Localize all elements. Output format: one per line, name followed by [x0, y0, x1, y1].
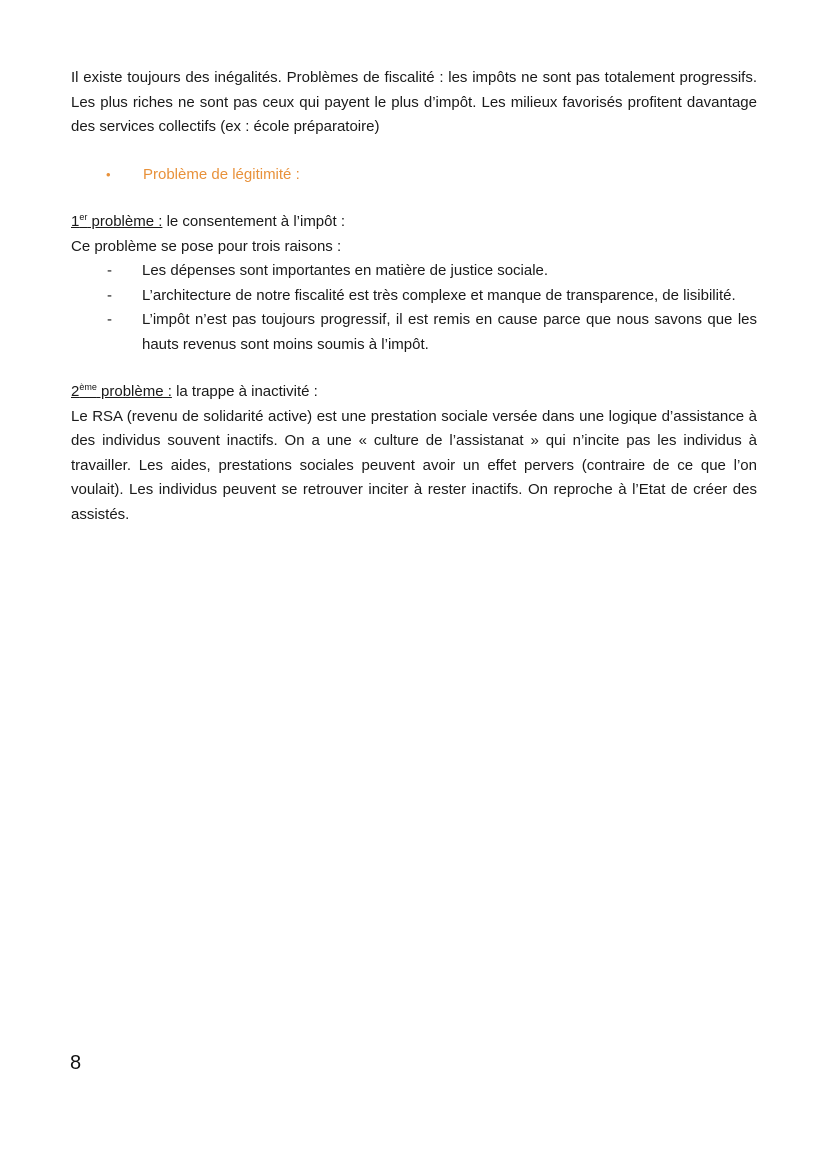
list-item	[71, 308, 757, 357]
problem1-word: problème :	[87, 213, 163, 230]
problem1-reasons-list	[71, 259, 757, 357]
intro-paragraph: Il existe toujours des inégalités. Problèmes de fiscalité : les impôts ne sont pas totalement progressifs. Les plus riches ne sont pas ceux qui payent le plus d’impôt. Les milieux favorisés profitent davantage des services collectifs (ex : école préparatoire)	[71, 69, 757, 135]
page-number: 8	[70, 1052, 82, 1074]
list-item	[71, 259, 757, 284]
list-item	[71, 284, 757, 309]
section-heading-text: Problème de légitimité :	[143, 165, 300, 183]
problem2-title: la trappe à inactivité :	[171, 383, 318, 400]
problem2-body: Le RSA (revenu de solidarité active) est une prestation sociale versée dans une logique d’assistance à des individus souvent inactifs. On a une « culture de l’assistanat » qui n’incite pas les individus à travailler. Les aides, prestations sociales peuvent avoir un effet pervers (contraire de ce que l’on voulait). Les individus peuvent se retrouver inciter à rester inactifs. On reproche à l’Etat de créer des assistés.	[71, 407, 757, 523]
problem1-superscript: er	[79, 212, 88, 222]
problem1-label	[71, 213, 162, 230]
bullet-dot-icon: •	[106, 166, 111, 182]
problem2-superscript: ème	[79, 382, 97, 392]
dash-marker: -	[107, 262, 112, 279]
problem2-word: problème :	[96, 383, 172, 400]
spacer	[71, 357, 757, 380]
problem1-title: le consentement à l’impôt :	[162, 213, 345, 230]
dash-marker: -	[107, 311, 112, 328]
problem1-intro: Ce problème se pose pour trois raisons :	[71, 237, 342, 255]
list-item-text: L’impôt n’est pas toujours progressif, il est remis en cause parce que nous savons que les hauts revenus sont moins soumis à l’impôt.	[142, 311, 757, 353]
problem2-number: 2	[71, 383, 80, 400]
problem2-heading	[71, 380, 757, 405]
dash-marker: -	[107, 286, 112, 304]
problem2-label	[71, 383, 172, 400]
problem1-number: 1	[71, 213, 80, 230]
section-heading-legitimite	[71, 163, 757, 188]
problem1-heading	[71, 210, 757, 235]
page-content	[71, 66, 757, 527]
list-item-text: L’architecture de notre fiscalité est très complexe et manque de transparence, de lisibilité.	[142, 286, 736, 304]
list-item-text: Les dépenses sont importantes en matière de justice sociale.	[142, 262, 549, 279]
